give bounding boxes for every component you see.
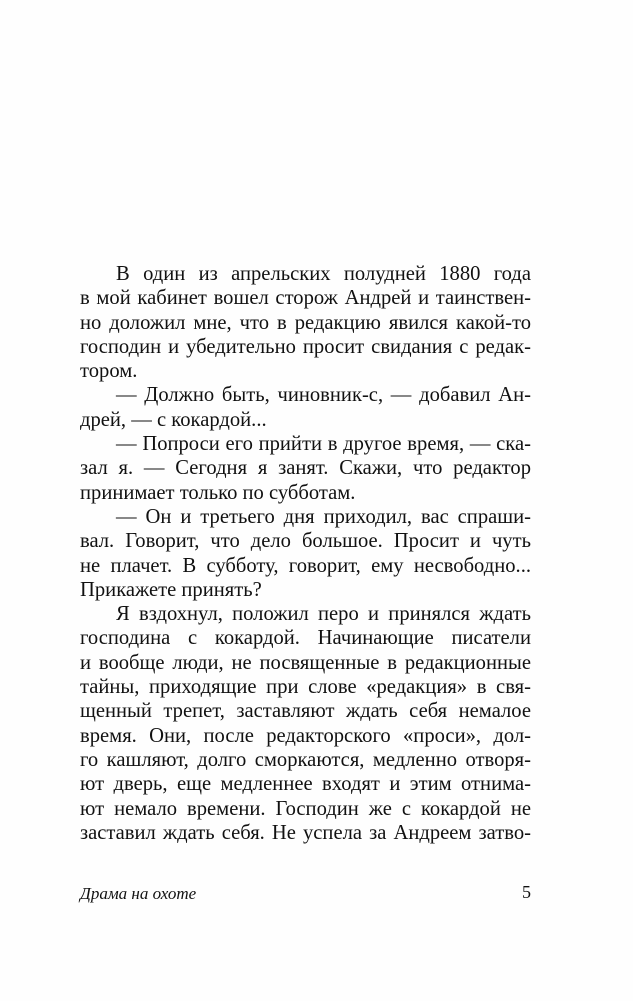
text-line: в мой кабинет вошел сторож Андрей и таинствен- bbox=[80, 287, 531, 310]
paragraph bbox=[80, 602, 531, 845]
text-line: — Он и третьего дня приходил, вас спраши- bbox=[116, 505, 531, 528]
paragraph bbox=[80, 262, 531, 383]
text-line: и вообще люди, не посвященные в редакционные bbox=[80, 651, 531, 674]
text-line: зал я. — Сегодня я занят. Скажи, что редактор bbox=[80, 457, 531, 480]
text-line: тайны, приходящие при слове «редакция» в свя- bbox=[80, 676, 531, 699]
text-line: Я вздохнул, положил перо и принялся ждать bbox=[116, 603, 531, 626]
body-text bbox=[80, 262, 531, 845]
text-line: ют дверь, еще медленнее входят и этим отнима- bbox=[80, 773, 531, 796]
text-line: принимает только по субботам. bbox=[80, 481, 356, 504]
text-line: заставил ждать себя. Не успела за Андреем затво- bbox=[80, 821, 531, 844]
text-line: Прикажете принять? bbox=[80, 578, 262, 601]
text-line: дрей, — с кокардой... bbox=[80, 408, 267, 431]
text-line: го кашляют, долго сморкаются, медленно отворя- bbox=[80, 748, 531, 771]
text-line: не плачет. В субботу, говорит, ему несвободно... bbox=[80, 554, 531, 577]
text-line: время. Они, после редакторского «проси», дол- bbox=[80, 724, 531, 747]
text-line: — Попроси его прийти в другое время, — ска- bbox=[116, 433, 531, 456]
paragraph bbox=[80, 505, 531, 602]
text-line: господин и убедительно просит свидания с редак- bbox=[80, 335, 531, 358]
text-line: ют немало времени. Господин же с кокардой не bbox=[80, 797, 531, 820]
text-line: но доложил мне, что в редакцию явился какой-то bbox=[80, 311, 531, 334]
text-line: В один из апрельских полудней 1880 года bbox=[116, 263, 531, 285]
text-line: господина с кокардой. Начинающие писатели bbox=[80, 627, 531, 650]
paragraph bbox=[80, 383, 531, 432]
page-number: 5 bbox=[522, 882, 531, 902]
running-footer-title: Драма на охоте bbox=[80, 884, 197, 903]
paragraph bbox=[80, 432, 531, 505]
text-line: — Должно быть, чиновник-с, — добавил Ан- bbox=[116, 384, 531, 407]
text-line: вал. Говорит, что дело большое. Просит и чуть bbox=[80, 530, 531, 553]
text-line: щенный трепет, заставляют ждать себя немалое bbox=[80, 700, 531, 723]
text-line: тором. bbox=[80, 360, 138, 383]
